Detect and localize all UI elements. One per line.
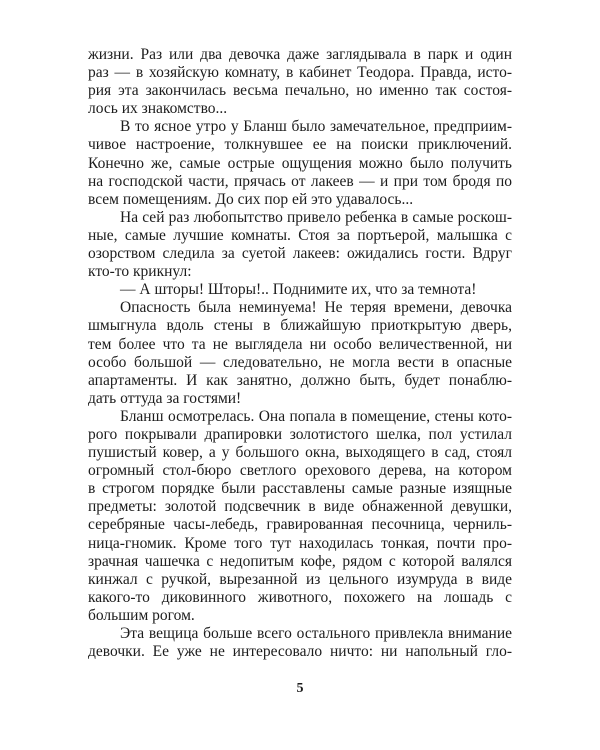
page-body-text [88,46,512,661]
text-line: большим рогом. [88,606,195,624]
text-line: шмыгнула вдоль стены в ближайшую приоткрытую дверь, [88,317,512,335]
text-line: В то ясное утро у Бланш было замечательное, предприим- [120,118,512,136]
text-line: на господской части, прячась от лакеев — и при том бродя по [88,172,512,190]
text-line: девочки. Ее уже не интересовало ничто: ни напольный гло- [88,643,512,661]
text-line: огромный стол-бюро светлого орехового дерева, на котором [88,462,512,480]
paragraph [88,299,512,408]
text-line: лось их знакомство... [88,100,228,118]
text-line: кто-то крикнул: [88,263,192,281]
text-line: ные, самые лучшие комнаты. Стоя за портьерой, малышка с [88,226,512,244]
paragraph-continues-next-page [88,625,512,661]
text-line: рия эта закончилась весьма печально, но именно так состоя- [88,82,512,100]
text-line: предметы: золотой подсвечник в виде обнаженной девушки, [88,498,512,516]
text-line: серебряные часы-лебедь, гравированная песочница, черниль- [88,516,512,534]
text-line: кинжал с ручкой, вырезанной из цельного изумруда в виде [88,570,512,588]
text-line: — А шторы! Шторы!.. Поднимите их, что за темнота! [120,281,477,299]
text-line: озорством следила за суетой лакеев: ожидались гости. Вдруг [88,245,512,263]
paragraph [88,118,512,208]
text-line: дать оттуда за гостями! [88,389,242,407]
text-line: жизни. Раз или два девочка даже заглядывала в парк и один [88,46,512,63]
text-line: Опасность была неминуема! Не теряя времени, девочка [120,299,512,317]
text-line: чивое настроение, толкнувшее ее на поиски приключений. [88,136,512,154]
text-line: Эта вещица больше всего остального привлекла внимание [120,625,512,642]
page-number: 5 [296,681,304,696]
text-line: рого покрывали драпировки золотистого шелка, пол устилал [88,425,512,443]
text-line: На сей раз любопытство привело ребенка в самые роскош- [120,208,512,226]
text-line: в строгом порядке были расставлены самые разные изящные [88,480,512,498]
text-line: особо большой — следовательно, не могла вести в опасные [88,353,512,371]
text-line: апартаменты. И как занятно, должно быть, будет понаблю- [88,371,512,389]
text-line: всем помещениям. До сих пор ей это удавалось... [88,190,414,208]
text-line: Бланш осмотрелась. Она попала в помещение, стены кото- [120,407,512,425]
text-line: Конечно же, самые острые ощущения можно было получить [88,154,512,172]
paragraph [88,408,512,625]
text-line: тем более что та не выглядела ни особо величественной, ни [88,335,512,353]
text-line: раз — в хозяйскую комнату, в кабинет Теодора. Правда, исто- [88,64,512,82]
text-line: какого-то диковинного животного, похожего на лошадь с [88,588,512,606]
paragraph-continued [88,46,512,118]
text-line: пушистый ковер, а у большого окна, выходящего в сад, стоял [88,444,512,462]
text-line: ница-гномик. Кроме того тут находилась тонкая, почти про- [88,534,512,552]
paragraph [88,209,512,281]
text-line: зрачная чашечка с недопитым кофе, рядом с которой валялся [88,552,512,570]
paragraph-dialogue [88,281,512,299]
